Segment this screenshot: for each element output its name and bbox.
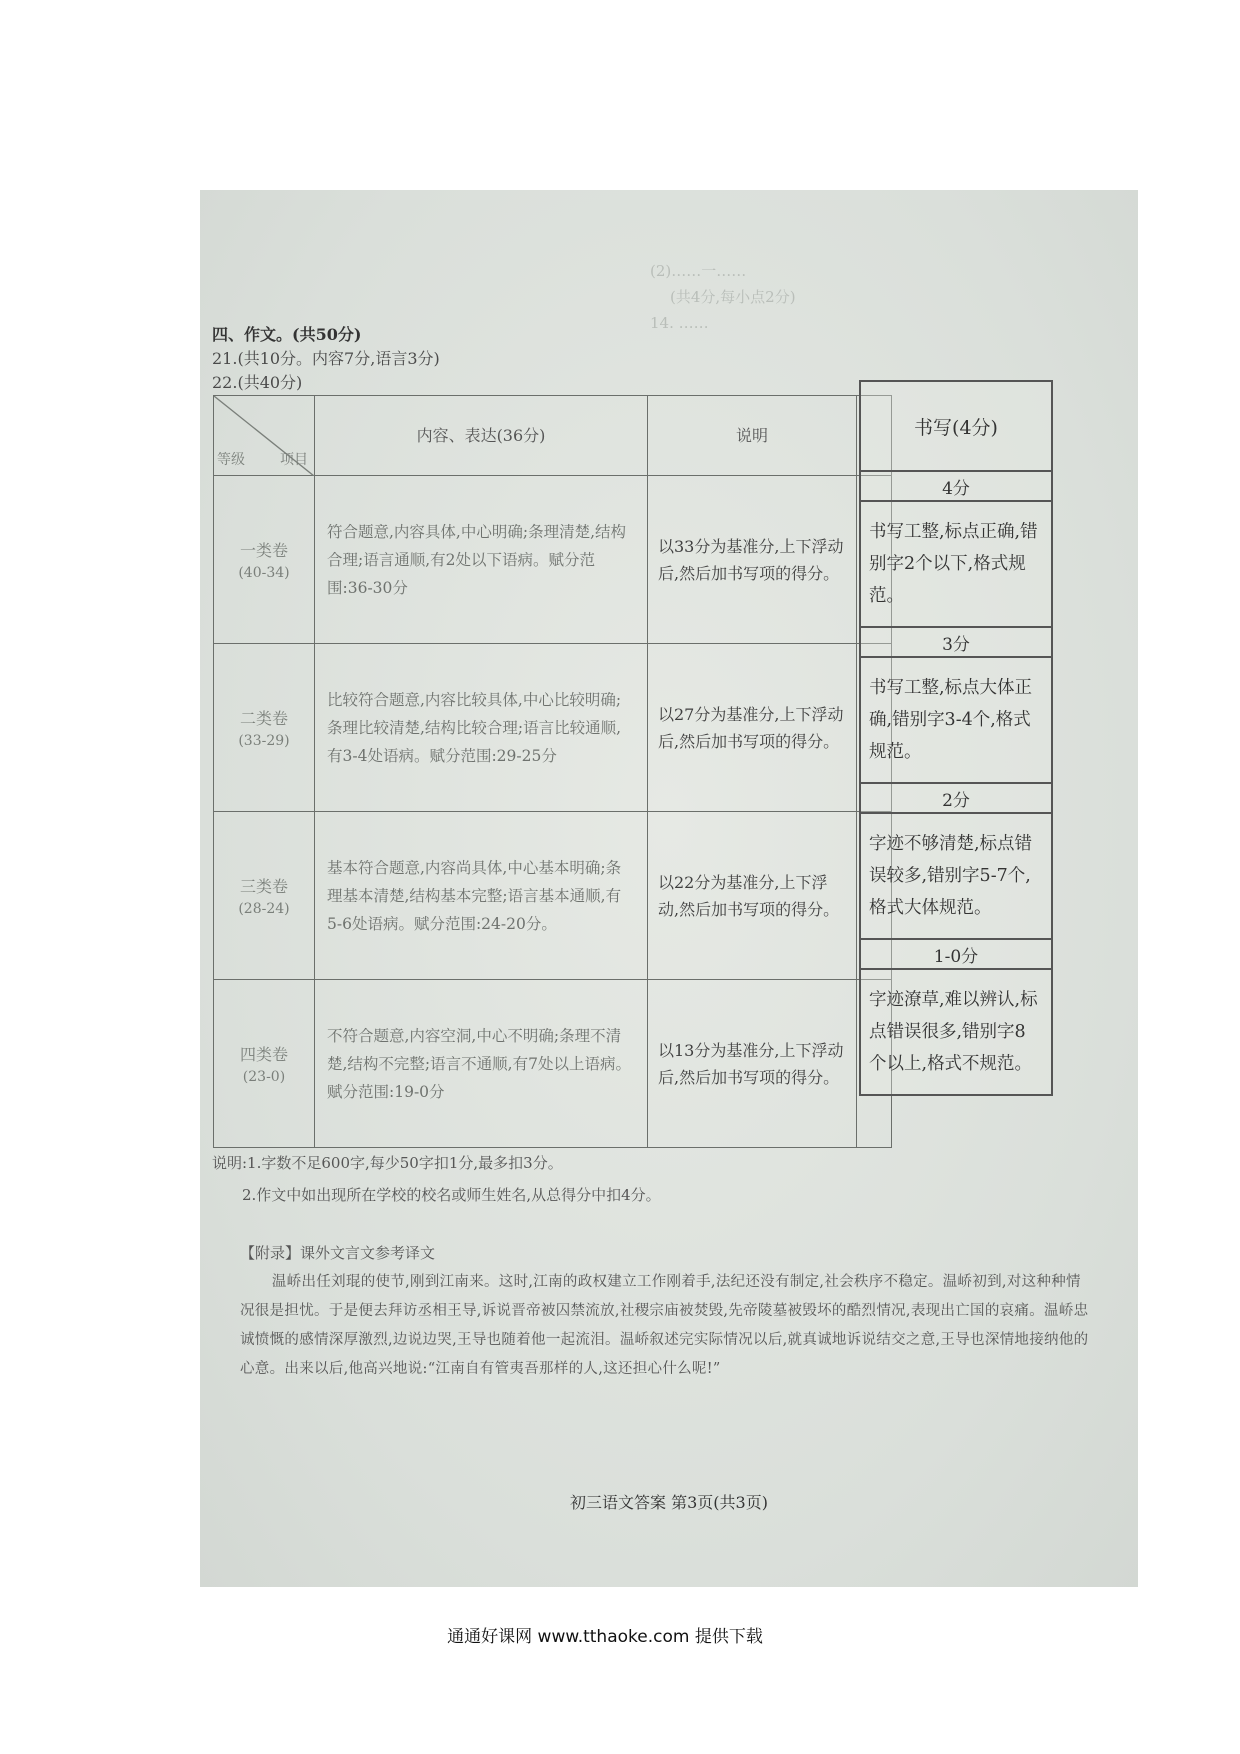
page-footer: 初三语文答案 第3页(共3页): [570, 1493, 768, 1512]
note-1: 说明:1.字数不足600字,每少50字扣1分,最多扣3分。: [212, 1154, 563, 1172]
scoring-note: 以13分为基准分,上下浮动后,然后加书写项的得分。: [648, 980, 857, 1148]
site-footer: 通通好课网 www.tthaoke.com 提供下载: [447, 1627, 763, 1647]
note-2: 2.作文中如出现所在学校的校名或师生姓名,从总得分中扣4分。: [242, 1186, 661, 1204]
grade-range: (40-34): [238, 565, 290, 581]
content-criteria: 比较符合题意,内容比较具体,中心比较明确;条理比较清楚,结构比较合理;语言比较通顺,有3-4处语病。赋分范围:29-25分: [315, 644, 648, 812]
scoring-note: 以22分为基准分,上下浮动,然后加书写项的得分。: [648, 812, 857, 980]
content-criteria: 不符合题意,内容空洞,中心不明确;条理不清楚,结构不完整;语言不通顺,有7处以上语病。赋分范围:19-0分: [315, 980, 648, 1148]
header-grade: 等级: [217, 452, 245, 468]
grade-cell: [214, 980, 315, 1148]
table-row: [214, 812, 892, 980]
header-content: 内容、表达(36分): [315, 396, 648, 476]
grade-range: (23-0): [242, 1069, 286, 1085]
appendix-title: 【附录】课外文言文参考译文: [240, 1244, 436, 1262]
writing-score-table: [859, 380, 1053, 1096]
table-row: [214, 476, 892, 644]
grade-name: 二类卷: [239, 709, 288, 728]
question-22-score: 22.(共40分): [212, 373, 303, 392]
scoring-notes: [212, 1147, 661, 1211]
writing-score: 2分: [860, 783, 1052, 813]
writing-criteria: 书写工整,标点大体正确,错别字3-4个,格式规范。: [860, 657, 1052, 783]
header-item: 项目: [280, 452, 308, 468]
writing-header: 书写(4分): [860, 381, 1052, 471]
scanned-page-photo: (2)……一…… (共4分,每小点2分) 14. …… 四、作文。(共50分) 21.(共10分。内容7分,语言3分) 22.(共40分) 等级 项目 内容、表达(36分) 说明 一类卷 (40-34) 符合题意,内容具体,中心明确;条理清楚,结构合理;语言通顺,有2处以下语病。赋分范围:36-30分 以33分为基准分,上下浮动后,然后加书写项的得分。 二类卷 (33-29) 比较符合题意,内容比较具体,中心比较明确;条理比较清楚,结构比较合理;语言比较通顺,有3-4处语病。赋分范围:29-25分 以27分为基准分,上下浮动后,然后加书写项的得分。 三类卷 (28-24) 基本符合题意,内容尚具体,中心基本明确;条理基本清楚,结构基本完整;语言基本通顺,有5-6处语病。赋分范围:24-20分。 以22分为基准分,上下浮动,然后加书写项的得分。 四类卷 (23-0) 不符合题意,内容空洞,中心不明确;条理不清楚,结构不完整;语言不通顺,有7处以上语病。赋分范围:19-0分 以13分为基准分,上下浮动后,然后加书写项的得分。 书写(4分) 4分 书写工整,标点正确,错别字2个以下,格式规范。 3分 书写工整,标点大体正确,错别字3-4个,格式规范。 2分 字迹不够清楚,标点错误较多,错别字5-7个,格式大体规范。 1-0分 字迹潦草,难以辨认,标点错误很多,错别字8个以上,格式不规范。 说明:1.字数不足600字,每少50字扣1分,最多扣3分。 2.作文中如出现所在学校的校名或师生姓名,从总得分中扣4分。 【附录】课外文言文参考译文 温峤出任刘琨的使节,刚到江南来。这时,江南的政权建立工作刚着手,法纪还没有制定,社会秩序不稳定。温峤初到,对这种种情况很是担忧。于是便去拜访丞相王导,诉说晋帝被囚禁流放,社稷宗庙被焚毁,先帝陵墓被毁坏的酷烈情况,表现出亡国的哀痛。温峤忠诚愤慨的感情深厚激烈,边说边哭,王导也随着他一起流泪。温峤叙述完实际情况以后,就真诚地诉说结交之意,王导也深情地接纳他的心意。出来以后,他高兴地说:“江南自有管夷吾那样的人,这还担心什么呢!” 初三语文答案 第3页(共3页): [200, 190, 1138, 1587]
grade-cell: [214, 812, 315, 980]
grade-cell: [214, 476, 315, 644]
grade-item-corner-cell: [214, 396, 315, 476]
appendix-translation: 温峤出任刘琨的使节,刚到江南来。这时,江南的政权建立工作刚着手,法纪还没有制定,社会秩序不稳定。温峤初到,对这种种情况很是担忧。于是便去拜访丞相王导,诉说晋帝被囚禁流放,社稷宗庙被焚毁,先帝陵墓被毁坏的酷烈情况,表现出亡国的哀痛。温峤忠诚愤慨的感情深厚激烈,边说边哭,王导也随着他一起流泪。温峤叙述完实际情况以后,就真诚地诉说结交之意,王导也深情地接纳他的心意。出来以后,他高兴地说:“江南自有管夷吾那样的人,这还担心什么呢!”: [240, 1274, 1089, 1377]
table-row: [214, 644, 892, 812]
section-title: 四、作文。(共50分): [212, 325, 362, 344]
scoring-note: 以27分为基准分,上下浮动后,然后加书写项的得分。: [648, 644, 857, 812]
writing-score: 3分: [860, 627, 1052, 657]
grade-range: (33-29): [238, 733, 290, 749]
header-note: 说明: [648, 396, 857, 476]
writing-score: 4分: [860, 471, 1052, 501]
grade-range: (28-24): [238, 901, 290, 917]
writing-score: 1-0分: [860, 939, 1052, 969]
grading-table: [213, 395, 892, 1148]
writing-criteria: 书写工整,标点正确,错别字2个以下,格式规范。: [860, 501, 1052, 627]
grade-name: 三类卷: [239, 877, 288, 896]
grade-name: 四类卷: [239, 1045, 288, 1064]
writing-criteria: 字迹不够清楚,标点错误较多,错别字5-7个,格式大体规范。: [860, 813, 1052, 939]
content-criteria: 符合题意,内容具体,中心明确;条理清楚,结构合理;语言通顺,有2处以下语病。赋分范围:36-30分: [315, 476, 648, 644]
writing-criteria: 字迹潦草,难以辨认,标点错误很多,错别字8个以上,格式不规范。: [860, 969, 1052, 1095]
grade-cell: [214, 644, 315, 812]
table-row: [214, 980, 892, 1148]
question-21-score: 21.(共10分。内容7分,语言3分): [212, 349, 440, 368]
content-criteria: 基本符合题意,内容尚具体,中心基本明确;条理基本清楚,结构基本完整;语言基本通顺,有5-6处语病。赋分范围:24-20分。: [315, 812, 648, 980]
scoring-note: 以33分为基准分,上下浮动后,然后加书写项的得分。: [648, 476, 857, 644]
grade-name: 一类卷: [239, 541, 288, 560]
